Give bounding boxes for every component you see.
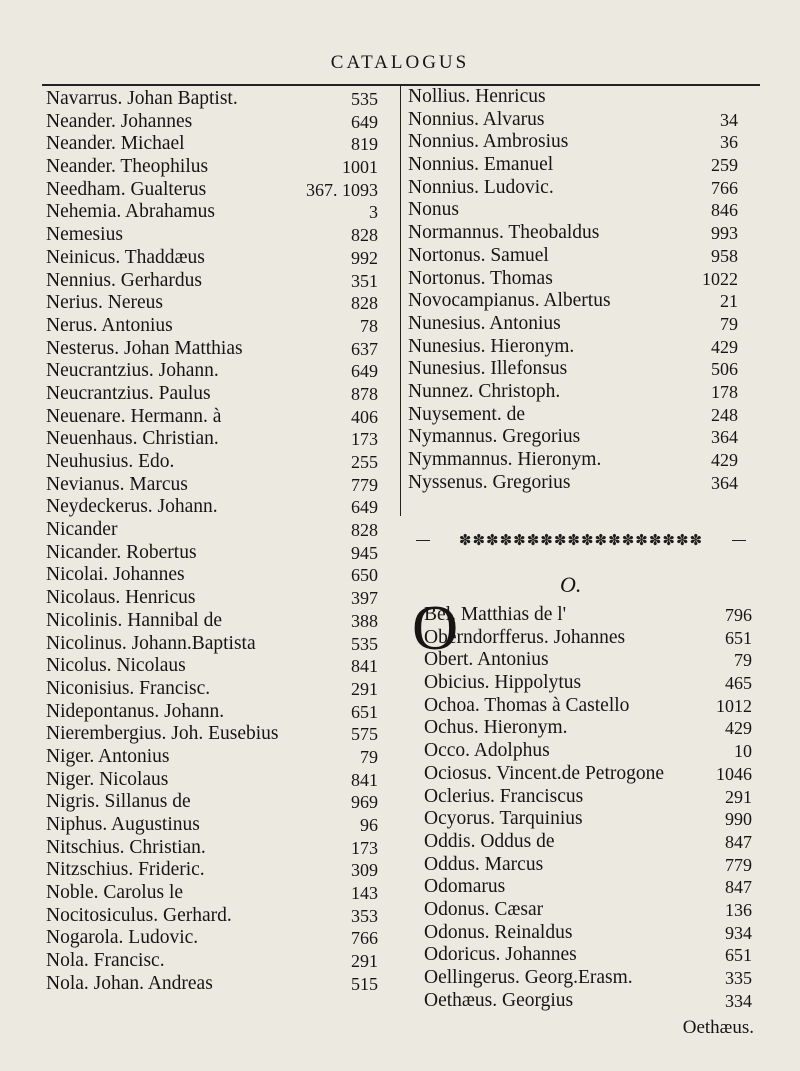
right-column-o-entries — [424, 604, 752, 1012]
index-entry — [46, 383, 378, 406]
entry-page: 779 — [351, 474, 378, 495]
index-entry — [424, 831, 752, 854]
entry-name: Nierembergius. Joh. Eusebius — [46, 723, 279, 745]
left-column — [46, 88, 378, 996]
entry-page: 173 — [351, 429, 378, 450]
index-entry — [408, 381, 738, 404]
index-entry — [46, 655, 378, 678]
entry-page: 21 — [720, 291, 738, 312]
entry-name: Ochus. Hieronym. — [424, 717, 568, 739]
index-entry — [408, 177, 738, 200]
index-entry — [46, 315, 378, 338]
index-entry — [408, 131, 738, 154]
entry-name: Nonnius. Ambrosius — [408, 131, 569, 153]
entry-name: Neuhusius. Edo. — [46, 451, 175, 472]
entry-page: 841 — [351, 656, 378, 677]
index-entry — [46, 610, 378, 633]
entry-page: 649 — [351, 361, 378, 382]
column-divider — [400, 86, 401, 516]
section-heading: O. — [560, 572, 582, 597]
entry-page: 1012 — [716, 695, 752, 716]
entry-page: 3 — [369, 202, 378, 223]
entry-name: Nollius. Henricus — [408, 86, 546, 107]
entry-name: Neucrantzius. Paulus — [46, 382, 211, 404]
entry-name: Nicolinus. Johann.Baptista — [46, 632, 256, 654]
entry-name: Nicolus. Nicolaus — [46, 655, 186, 677]
entry-page: 79 — [360, 746, 378, 767]
entry-page: 79 — [734, 650, 752, 671]
entry-name: Nola. Johan. Andreas — [46, 972, 213, 994]
entry-name: Nunesius. Illefonsus — [408, 358, 568, 380]
entry-page: 143 — [351, 883, 378, 904]
entry-name: Nunesius. Antonius — [408, 312, 561, 334]
entry-name: Normannus. Theobaldus — [408, 222, 600, 244]
entry-name: Nunesius. Hieronym. — [408, 335, 575, 357]
entry-page: 515 — [351, 973, 378, 994]
entry-name: Nuysement. de — [408, 403, 525, 425]
entry-name: Nigris. Sillanus de — [46, 791, 191, 813]
index-entry — [424, 808, 752, 831]
index-entry — [408, 222, 738, 245]
entry-name: Neander. Johannes — [46, 110, 193, 132]
entry-page: 10 — [734, 741, 752, 762]
entry-page: 819 — [351, 134, 378, 155]
entry-name: Nidepontanus. Johann. — [46, 700, 225, 722]
entry-name: Obert. Antonius — [424, 649, 549, 671]
entry-name: Needham. Gualterus — [46, 178, 207, 200]
entry-name: Niphus. Augustinus — [46, 814, 200, 835]
index-entry — [424, 627, 752, 650]
entry-name: Nonnius. Ludovic. — [408, 176, 554, 198]
entry-name: Nerus. Antonius — [46, 314, 173, 336]
index-entry — [46, 814, 378, 837]
index-entry — [424, 990, 752, 1013]
entry-name: Oberndorfferus. Johannes — [424, 626, 626, 648]
entry-name: Niconisius. Francisc. — [46, 677, 211, 699]
entry-page: 136 — [725, 899, 752, 920]
entry-name: Nocitosiculus. Gerhard. — [46, 904, 232, 926]
index-entry — [424, 876, 752, 899]
index-entry — [46, 474, 378, 497]
entry-page: 828 — [351, 293, 378, 314]
entry-page: 364 — [711, 472, 738, 493]
entry-name: Nerius. Nereus — [46, 292, 163, 314]
index-entry — [46, 270, 378, 293]
index-entry — [408, 336, 738, 359]
entry-name: Nonnius. Alvarus — [408, 108, 545, 130]
index-entry — [424, 854, 752, 877]
entry-page: 796 — [725, 605, 752, 625]
entry-page: 575 — [351, 724, 378, 745]
entry-page: 259 — [711, 155, 738, 176]
entry-name: Niger. Nicolaus — [46, 768, 169, 790]
index-entry — [408, 404, 738, 427]
index-entry — [408, 199, 738, 222]
entry-name: Oddus. Marcus — [424, 853, 544, 875]
entry-page: 535 — [351, 633, 378, 654]
entry-page: 334 — [725, 990, 752, 1011]
index-entry — [46, 791, 378, 814]
entry-name: Navarrus. Johan Baptist. — [46, 88, 238, 109]
entry-name: Nevianus. Marcus — [46, 473, 188, 495]
entry-name: Nitschius. Christian. — [46, 836, 206, 858]
entry-page: 465 — [725, 673, 752, 694]
entry-name: Nicolinis. Hannibal de — [46, 609, 223, 631]
entry-page: 846 — [711, 200, 738, 221]
entry-page: 651 — [351, 701, 378, 722]
index-entry — [46, 678, 378, 701]
index-entry — [424, 740, 752, 763]
entry-name: Niger. Antonius — [46, 745, 170, 767]
entry-name: Bel. Matthias de l' — [424, 604, 567, 625]
index-entry — [408, 245, 738, 268]
entry-name: Novocampianus. Albertus — [408, 290, 611, 312]
entry-name: Nitzschius. Frideric. — [46, 859, 205, 881]
entry-name: Nicolaus. Henricus — [46, 587, 196, 609]
entry-name: Odonus. Reinaldus — [424, 921, 573, 943]
drop-capital: O — [412, 592, 459, 663]
entry-page: 388 — [351, 610, 378, 631]
index-entry — [424, 899, 752, 922]
entry-name: Odonus. Cæsar — [424, 898, 544, 920]
entry-page: 934 — [725, 922, 752, 943]
entry-page: 397 — [351, 588, 378, 609]
entry-page: 992 — [351, 247, 378, 268]
entry-name: Obicius. Hippolytus — [424, 672, 582, 694]
entry-name: Nonus — [408, 199, 459, 221]
entry-name: Nortonus. Thomas — [408, 267, 553, 289]
index-entry — [408, 449, 738, 472]
entry-page: 766 — [351, 928, 378, 949]
index-entry — [424, 944, 752, 967]
entry-name: Nortonus. Samuel — [408, 244, 549, 266]
entry-name: Nogarola. Ludovic. — [46, 927, 199, 949]
index-entry — [424, 786, 752, 809]
page-header: CATALOGUS — [330, 52, 470, 73]
entry-page: 34 — [720, 109, 738, 130]
entry-page: 79 — [720, 313, 738, 334]
index-entry — [408, 358, 738, 381]
index-entry — [46, 859, 378, 882]
entry-name: Neucrantzius. Johann. — [46, 360, 219, 382]
entry-name: Nonnius. Emanuel — [408, 154, 554, 176]
entry-page: 650 — [351, 565, 378, 586]
index-entry — [424, 763, 752, 786]
index-entry — [408, 290, 738, 313]
entry-name: Neander. Theophilus — [46, 156, 209, 178]
index-entry — [46, 247, 378, 270]
entry-page: 291 — [351, 678, 378, 699]
index-entry — [46, 451, 378, 474]
entry-name: Nicander. Robertus — [46, 541, 197, 563]
entry-name: Oclerius. Franciscus — [424, 785, 584, 807]
index-entry — [46, 496, 378, 519]
entry-page: 1022 — [702, 268, 738, 289]
entry-page: 878 — [351, 383, 378, 404]
entry-page: 828 — [351, 225, 378, 246]
entry-page: 1046 — [716, 763, 752, 784]
entry-name: Odomarus — [424, 876, 506, 898]
index-entry — [46, 406, 378, 429]
index-entry — [408, 154, 738, 177]
entry-name: Oethæus. Georgius — [424, 989, 574, 1011]
index-entry — [46, 927, 378, 950]
entry-page: 969 — [351, 792, 378, 813]
entry-page: 36 — [720, 132, 738, 153]
entry-name: Nesterus. Johan Matthias — [46, 337, 243, 359]
entry-page: 364 — [711, 427, 738, 448]
entry-page: 651 — [725, 627, 752, 648]
index-entry — [46, 587, 378, 610]
entry-name: Nicander — [46, 519, 118, 541]
entry-page: 248 — [711, 404, 738, 425]
index-entry — [46, 111, 378, 134]
index-entry — [46, 701, 378, 724]
entry-page: 535 — [351, 89, 378, 109]
index-entry — [46, 88, 378, 111]
entry-page: 335 — [725, 968, 752, 988]
entry-name: Neuenhaus. Christian. — [46, 428, 219, 450]
entry-name: Nunnez. Christoph. — [408, 380, 561, 402]
index-entry — [424, 717, 752, 740]
entry-name: Oellingerus. Georg.Erasm. — [424, 967, 633, 988]
entry-page: 847 — [725, 877, 752, 898]
index-entry — [46, 746, 378, 769]
entry-name: Neinicus. Thaddæus — [46, 246, 205, 268]
entry-name: Nymmannus. Hieronym. — [408, 449, 602, 470]
index-entry — [46, 201, 378, 224]
entry-name: Neuenare. Hermann. à — [46, 405, 222, 427]
entry-page: 841 — [351, 769, 378, 790]
entry-page: 255 — [351, 452, 378, 472]
entry-page: 779 — [725, 854, 752, 875]
entry-page: 649 — [351, 111, 378, 132]
index-entry — [46, 905, 378, 928]
entry-page: 651 — [725, 945, 752, 966]
index-entry — [424, 922, 752, 945]
entry-page: 173 — [351, 837, 378, 858]
entry-page: 353 — [351, 905, 378, 926]
index-entry — [424, 672, 752, 695]
entry-page: 649 — [351, 497, 378, 518]
entry-name: Oddis. Oddus de — [424, 830, 555, 852]
entry-page: 1001 — [342, 157, 378, 178]
index-entry — [46, 769, 378, 792]
entry-name: Ociosus. Vincent.de Petrogone — [424, 762, 665, 784]
entry-name: Nennius. Gerhardus — [46, 269, 202, 291]
index-entry — [46, 428, 378, 451]
catchword: Oethæus. — [682, 1017, 754, 1038]
index-entry — [46, 564, 378, 587]
index-entry — [46, 133, 378, 156]
entry-page: 993 — [711, 223, 738, 244]
index-entry — [46, 338, 378, 361]
index-entry — [408, 426, 738, 449]
index-entry — [46, 519, 378, 542]
entry-page: 847 — [725, 831, 752, 852]
entry-page: 637 — [351, 338, 378, 359]
index-entry — [408, 109, 738, 132]
entry-page: 429 — [725, 718, 752, 739]
entry-name: Nola. Francisc. — [46, 950, 165, 972]
index-entry — [408, 268, 738, 291]
entry-page: 309 — [351, 860, 378, 881]
entry-page: 178 — [711, 381, 738, 402]
entry-page: 429 — [711, 336, 738, 357]
entry-page: 429 — [711, 450, 738, 470]
ornament-divider: ✽✽✽✽✽✽✽✽✽✽✽✽✽✽✽✽✽✽ — [416, 531, 746, 550]
index-entry — [46, 633, 378, 656]
index-entry — [424, 967, 752, 990]
entry-name: Nehemia. Abrahamus — [46, 201, 215, 223]
right-column-n-entries — [408, 86, 738, 494]
entry-name: Neydeckerus. Johann. — [46, 496, 218, 518]
index-entry — [46, 882, 378, 905]
index-entry — [46, 156, 378, 179]
entry-name: Noble. Carolus le — [46, 882, 184, 904]
entry-name: Odoricus. Johannes — [424, 944, 577, 966]
index-entry — [46, 179, 378, 202]
index-entry — [46, 224, 378, 247]
index-entry — [424, 604, 752, 627]
index-entry — [46, 723, 378, 746]
entry-name: Nicolai. Johannes — [46, 564, 185, 586]
entry-page: 828 — [351, 520, 378, 541]
index-entry — [424, 695, 752, 718]
entry-page: 367. 1093 — [306, 179, 378, 200]
entry-page: 291 — [725, 786, 752, 807]
entry-page: 958 — [711, 245, 738, 266]
index-entry — [408, 472, 738, 495]
entry-page: 990 — [725, 809, 752, 830]
index-entry — [46, 360, 378, 383]
entry-page: 96 — [360, 815, 378, 835]
entry-page: 351 — [351, 270, 378, 291]
entry-page: 945 — [351, 542, 378, 563]
index-entry — [46, 973, 378, 996]
entry-name: Nemesius — [46, 224, 123, 246]
index-entry — [46, 292, 378, 315]
index-entry — [408, 86, 738, 109]
entry-page: 766 — [711, 177, 738, 198]
index-entry — [46, 542, 378, 565]
entry-name: Occo. Adolphus — [424, 740, 550, 762]
entry-page: 406 — [351, 406, 378, 427]
index-entry — [424, 649, 752, 672]
entry-name: Nymannus. Gregorius — [408, 426, 581, 448]
entry-name: Nyssenus. Gregorius — [408, 471, 571, 493]
entry-name: Ochoa. Thomas à Castello — [424, 694, 630, 716]
entry-name: Neander. Michael — [46, 133, 185, 155]
entry-page: 506 — [711, 359, 738, 380]
entry-page: 78 — [360, 315, 378, 336]
index-entry — [46, 837, 378, 860]
entry-page: 291 — [351, 951, 378, 972]
index-entry — [408, 313, 738, 336]
index-entry — [46, 950, 378, 973]
entry-name: Ocyorus. Tarquinius — [424, 808, 583, 830]
